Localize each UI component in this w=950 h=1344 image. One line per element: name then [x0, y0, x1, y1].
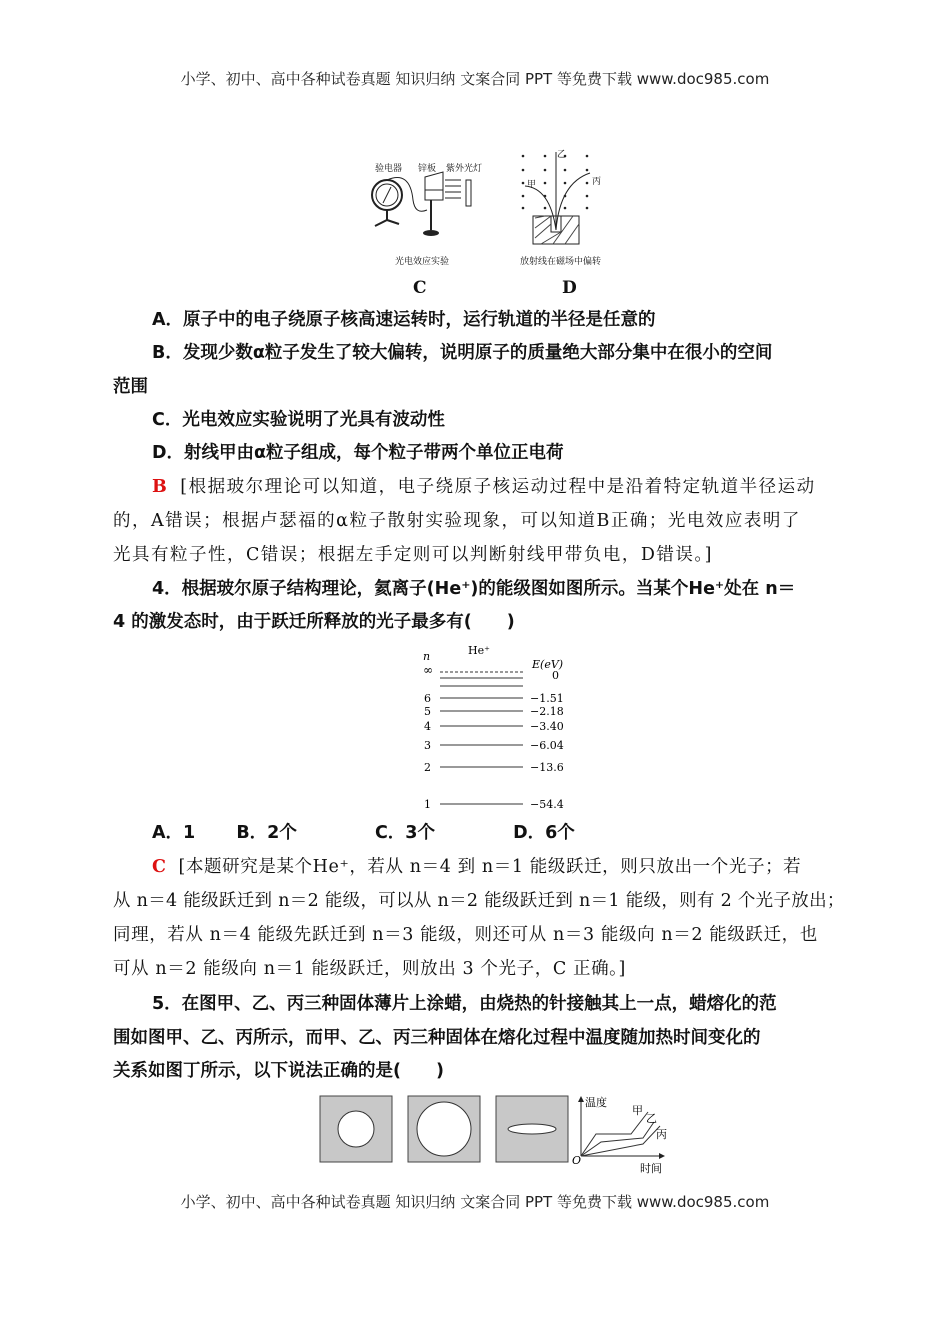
figure-label-d: D	[562, 278, 577, 298]
level-energy-label: −6.04	[530, 739, 564, 752]
caption-c: 光电效应实验	[395, 257, 450, 267]
svg-text:O: O	[572, 1154, 582, 1167]
question-5-stem: 5．在图甲、乙、丙三种固体薄片上涂蜡，由烧热的针接触其上一点，蜡熔化的范	[152, 994, 777, 1014]
radiation-deflection-figure	[515, 148, 615, 248]
level-n-label: 5	[424, 705, 431, 718]
page-header: 小学、初中、高中各种试卷真题 知识归纳 文案合同 PPT 等免费下载 www.doc985.com	[180, 70, 770, 88]
level-n-label: 3	[424, 739, 431, 752]
question-4-stem: 4．根据玻尔原子结构理论，氦离子(He⁺)的能级图如图所示。当某个He⁺处在 n＝	[152, 579, 796, 599]
option-a: A．原子中的电子绕原子核高速运转时，运行轨道的半径是任意的	[152, 310, 656, 330]
option-d: D．6个	[513, 823, 575, 843]
question-5-stem: 关系如图丁所示，以下说法正确的是( )	[113, 1061, 444, 1081]
option-a: A．1	[152, 823, 196, 843]
label-zinc-plate: 锌板	[418, 164, 437, 174]
label-uv-lamp: 紫外光灯	[446, 164, 483, 174]
option-d: D．射线甲由α粒子组成，每个粒子带两个单位正电荷	[152, 443, 564, 463]
option-b-cont: 范围	[113, 377, 148, 397]
svg-text:n: n	[423, 650, 431, 663]
level-energy-label: −54.4	[530, 798, 564, 811]
option-b: B．发现少数α粒子发生了较大偏转，说明原子的质量绝大部分集中在很小的空间	[152, 343, 773, 363]
label-bing: 丙	[592, 177, 602, 187]
svg-text:丙: 丙	[656, 1128, 667, 1141]
level-n-label: 1	[424, 798, 431, 811]
question-4-stem-cont: 4 的激发态时，由于跃迁所释放的光子最多有( )	[113, 612, 515, 632]
level-energy-label: −13.6	[530, 761, 564, 774]
option-c: C．光电效应实验说明了光具有波动性	[152, 410, 445, 430]
level-energy-label: −3.40	[530, 720, 564, 733]
energy-level-diagram	[415, 640, 575, 815]
diagram-title: He⁺	[468, 644, 490, 657]
label-jia: 甲	[527, 180, 537, 190]
explanation-q4: [本题研究是某个He⁺，若从 n＝4 到 n＝1 能级跃迁，则只放出一个光子；若	[178, 857, 802, 877]
svg-text:E(eV): E(eV)	[532, 658, 564, 671]
level-n-label: 4	[424, 720, 431, 733]
answer-q3: B	[152, 477, 169, 497]
level-energy-label: −1.51	[530, 692, 564, 705]
svg-text:∞: ∞	[423, 663, 433, 677]
explanation-line: 光具有粒子性，C错误；根据左手定则可以判断射线甲带负电，D错误。]	[113, 545, 713, 565]
option-c: C．3个	[374, 823, 435, 843]
level-n-label: 2	[424, 761, 431, 774]
level-energy-label: −2.18	[530, 705, 564, 718]
answer-q4: C	[152, 857, 167, 877]
explanation-line: 的，A错误；根据卢瑟福的α粒子散射实验现象，可以知道B正确；光电效应表明了	[113, 511, 801, 531]
option-b: B．2个	[236, 823, 297, 843]
svg-text:乙: 乙	[646, 1112, 657, 1125]
svg-text:0: 0	[552, 669, 559, 682]
svg-text:时间: 时间	[640, 1162, 662, 1174]
wax-melting-figure	[318, 1094, 678, 1174]
caption-d: 放射线在磁场中偏转	[520, 257, 602, 267]
explanation-line: 可从 n＝2 能级向 n＝1 能级跃迁，则放出 3 个光子，C 正确。]	[113, 959, 626, 979]
label-yi: 乙	[557, 150, 567, 160]
svg-text:甲: 甲	[632, 1104, 643, 1117]
level-n-label: 6	[424, 692, 431, 705]
explanation-line: 从 n＝4 能级跃迁到 n＝2 能级，可以从 n＝2 能级跃迁到 n＝1 能级，则有 2 个光子放出；	[113, 891, 845, 911]
question-5-stem: 围如图甲、乙、丙所示，而甲、乙、丙三种固体在熔化过程中温度随加热时间变化的	[113, 1028, 761, 1048]
explanation-line: 同理，若从 n＝4 能级先跃迁到 n＝3 能级，则还可从 n＝3 能级向 n＝2 能级跃迁，也	[113, 925, 818, 945]
figure-label-c: C	[413, 278, 427, 298]
svg-text:温度: 温度	[585, 1096, 607, 1109]
explanation-q3: [根据玻尔理论可以知道，电子绕原子核运动过程中是沿着特定轨道半径运动	[180, 477, 816, 497]
page-footer: 小学、初中、高中各种试卷真题 知识归纳 文案合同 PPT 等免费下载 www.doc985.com	[180, 1193, 770, 1211]
label-electroscope: 验电器	[375, 164, 403, 174]
